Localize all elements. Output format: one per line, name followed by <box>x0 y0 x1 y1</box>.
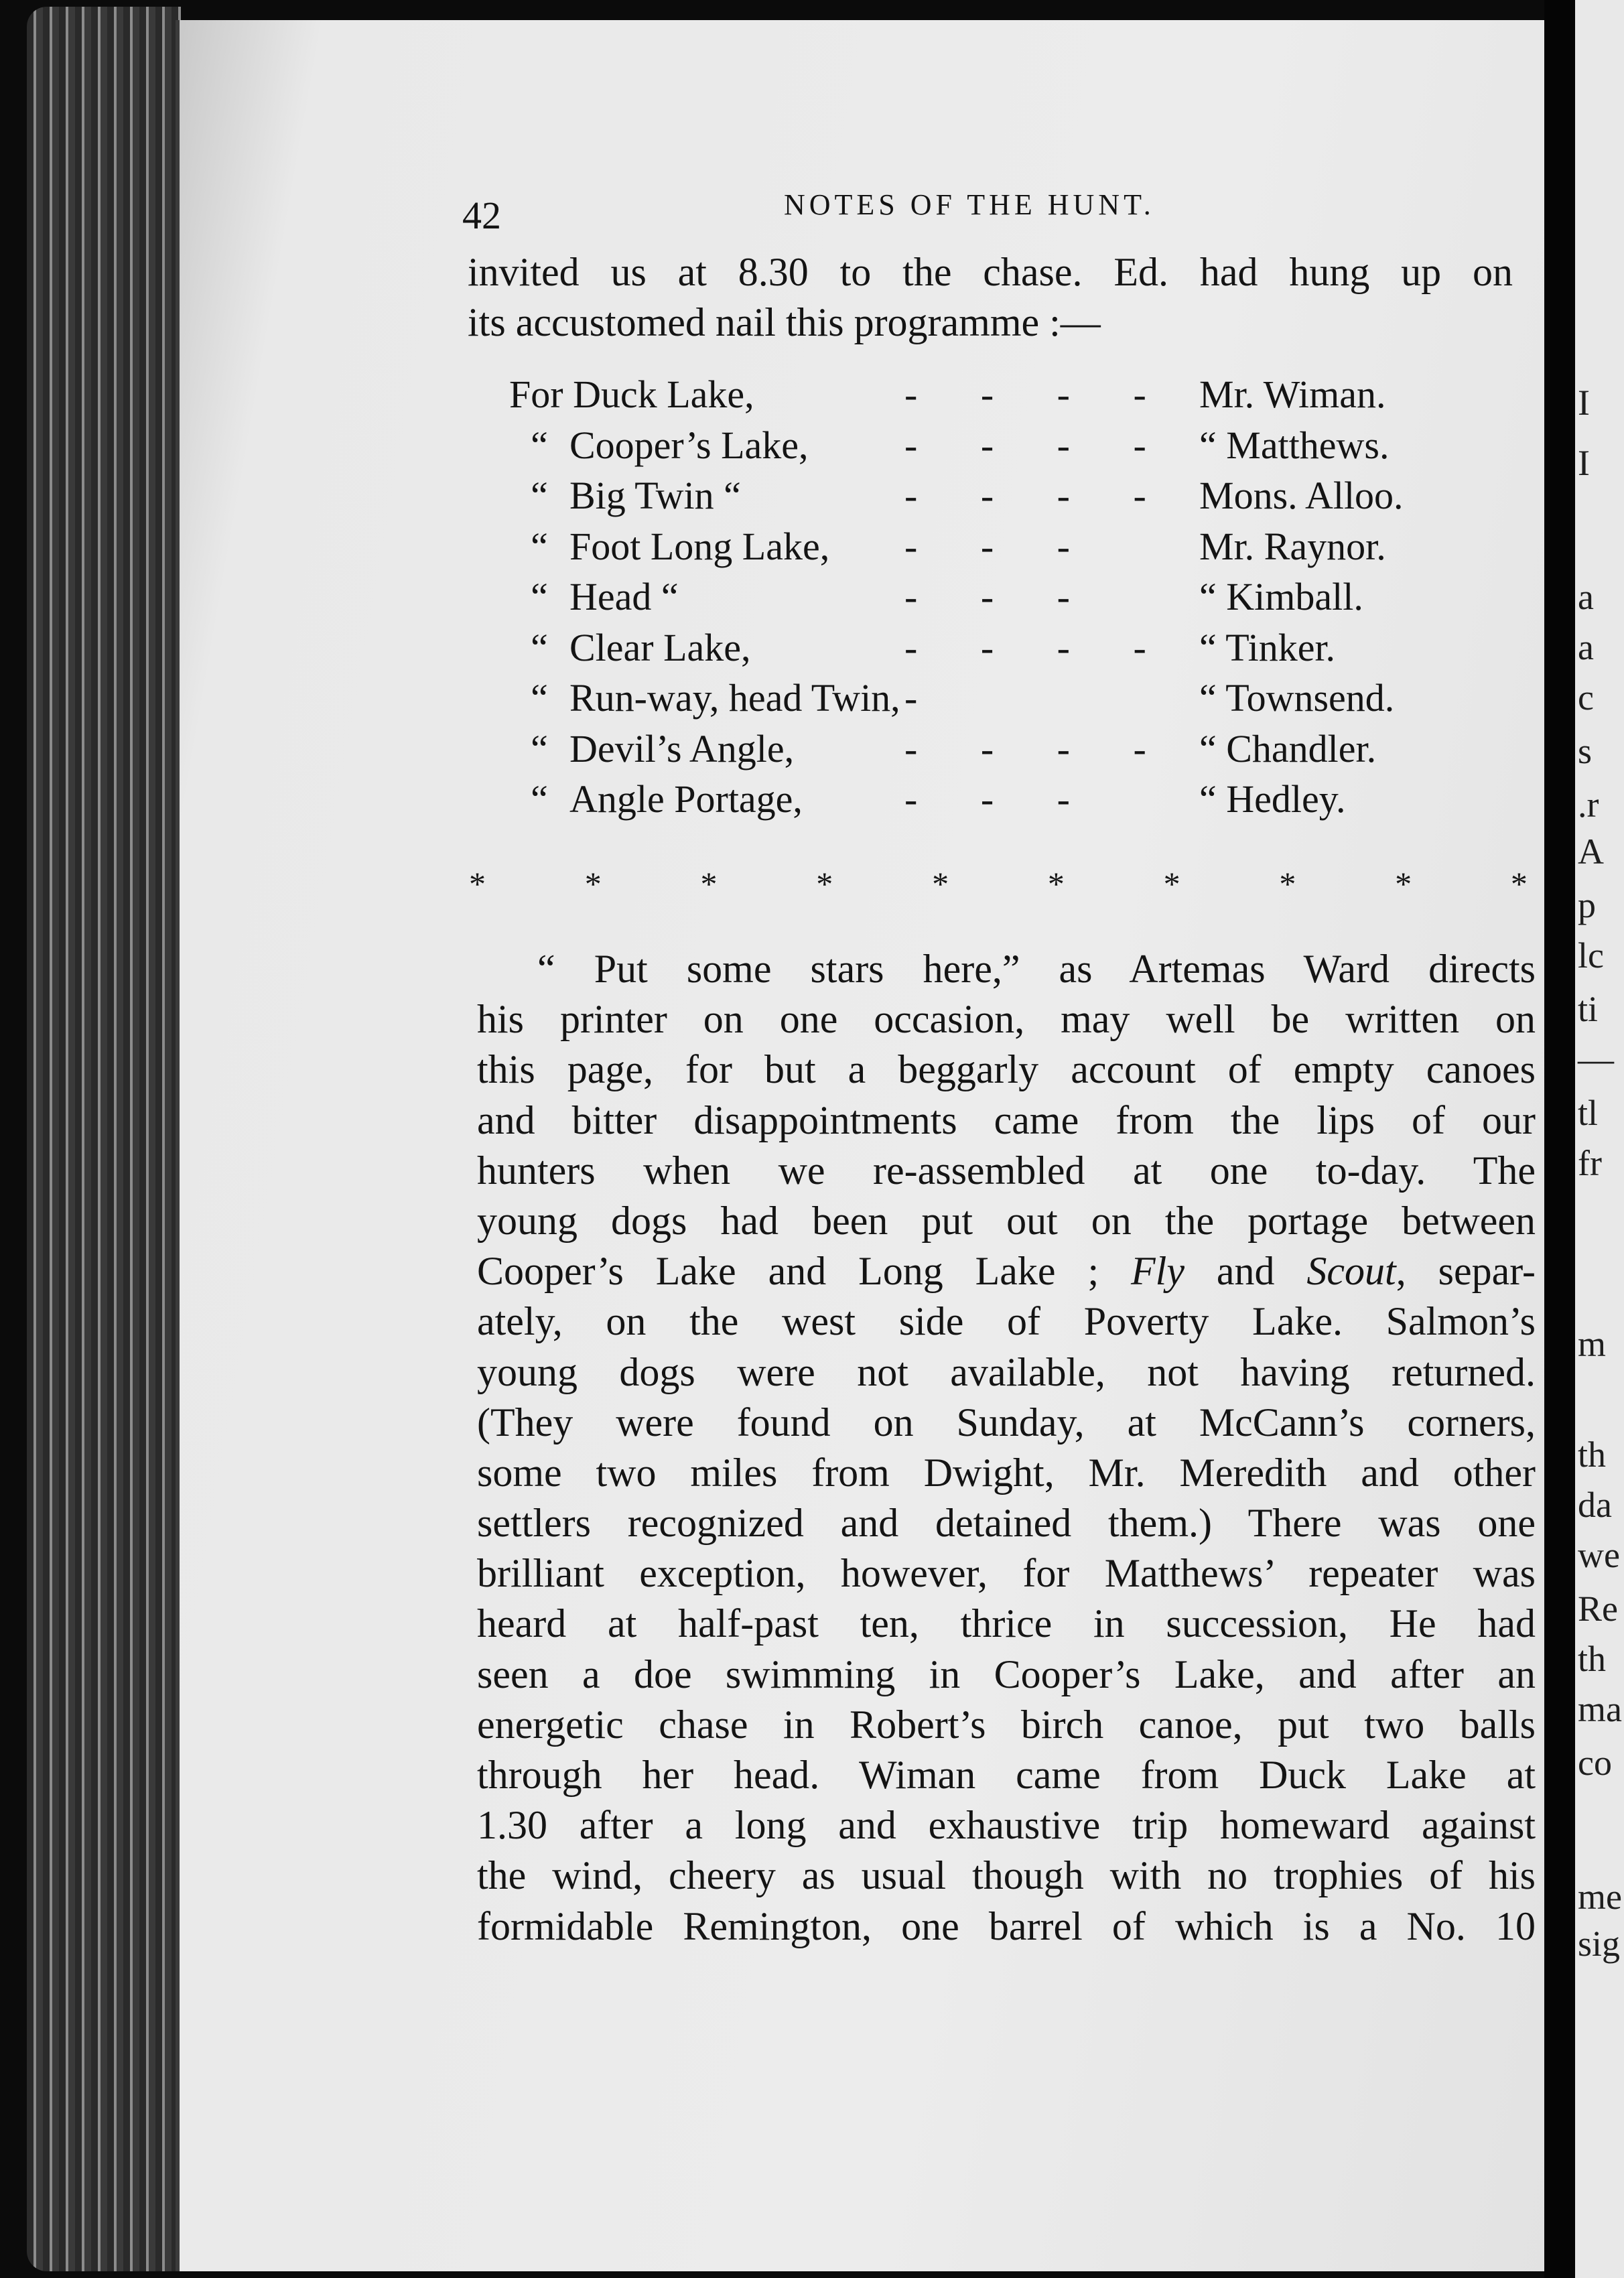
running-head: NOTES OF THE HUNT. <box>784 188 1155 221</box>
text-line: brilliant exception, however, for Matthews’ repeater was <box>477 1551 1536 1596</box>
programme-prefix: “ <box>531 625 548 669</box>
programme-leader-dashes: - - - <box>904 575 1097 618</box>
programme-place-name: Foot Long Lake, <box>569 524 830 568</box>
programme-row <box>509 473 1487 524</box>
book-page-edges <box>27 7 181 2271</box>
facing-page-text-fragment: — <box>1578 1039 1614 1079</box>
programme-prefix: “ <box>531 726 548 770</box>
programme-place <box>509 726 794 771</box>
page-header <box>462 188 1534 241</box>
text-line: “ Put some stars here,” as Artemas Ward directs <box>537 947 1536 991</box>
programme-row <box>509 372 1487 423</box>
programme-hunter-name: “ Kimball. <box>1199 575 1363 618</box>
programme-prefix: For <box>509 373 563 416</box>
star-glyph: * <box>469 865 486 902</box>
text-line: 1.30 after a long and exhaustive trip homeward against <box>477 1803 1536 1848</box>
programme-row <box>509 524 1487 575</box>
facing-page-text-fragment: I <box>1578 383 1590 423</box>
programme-row <box>509 726 1487 777</box>
text-line: hunters when we re-assembled at one to-day. The <box>477 1148 1536 1193</box>
programme-place <box>509 625 751 670</box>
programme-prefix: “ <box>531 524 548 568</box>
programme-place <box>509 372 754 417</box>
facing-page-text-fragment: fr <box>1578 1143 1602 1183</box>
programme-hunter-name: Mr. Raynor. <box>1199 524 1386 568</box>
programme-hunter-name: “ Tinker. <box>1199 625 1336 669</box>
programme-row <box>509 574 1487 625</box>
facing-page-text-fragment: th <box>1578 1434 1607 1475</box>
text-line: young dogs had been put out on the portage between <box>477 1198 1536 1243</box>
programme-place-name: Angle Portage, <box>569 777 803 821</box>
programme-hunter-name: “ Townsend. <box>1199 676 1395 720</box>
facing-page-text-fragment: a <box>1578 577 1594 617</box>
star-glyph: * <box>1047 865 1065 902</box>
body-paragraph <box>477 945 1536 1952</box>
star-glyph: * <box>932 865 949 902</box>
dog-name: Fly <box>1131 1249 1185 1294</box>
programme-row <box>509 423 1487 474</box>
dog-name: Scout <box>1306 1249 1396 1294</box>
programme-hunter-name: “ Matthews. <box>1199 423 1390 467</box>
text-line: his printer on one occasion, may well be written on <box>477 997 1536 1042</box>
programme-hunter-name: Mons. Alloo. <box>1199 474 1404 517</box>
programme-place-name: Head “ <box>569 575 679 618</box>
text-line: the wind, cheery as usual though with no trophies of his <box>477 1853 1536 1898</box>
programme-place-name: Big Twin “ <box>569 474 741 517</box>
text-line: formidable Remington, one barrel of which is a No. 10 <box>477 1903 1536 1948</box>
facing-page-fragment <box>1575 0 1624 2278</box>
book-gutter <box>1544 0 1575 2278</box>
star-glyph: * <box>584 865 602 902</box>
facing-page-text-fragment: c <box>1578 677 1594 718</box>
facing-page-text-fragment: Re <box>1578 1589 1618 1629</box>
programme-place-name: Run-way, head Twin, <box>569 676 900 720</box>
star-glyph: * <box>816 865 833 902</box>
programme-leader-dashes: - <box>904 676 945 720</box>
programme-place-name: Cooper’s Lake, <box>569 423 809 467</box>
programme-hunter-name: “ Hedley. <box>1199 777 1346 821</box>
programme-row <box>509 777 1487 827</box>
facing-page-text-fragment: ti <box>1578 989 1599 1029</box>
text-line: energetic chase in Robert’s birch canoe, put two balls <box>477 1702 1536 1747</box>
programme-leader-dashes: - - - <box>904 777 1097 821</box>
facing-page-text-fragment: m <box>1578 1324 1607 1364</box>
programme-hunter-name: “ Chandler. <box>1199 726 1377 770</box>
text-line: Cooper’s Lake and Long Lake ; Fly and Scout, separ- <box>477 1249 1536 1294</box>
facing-page-text-fragment: ma <box>1578 1689 1622 1729</box>
programme-place <box>509 675 900 720</box>
programme-prefix: “ <box>531 777 548 821</box>
programme-leader-dashes: - - - - <box>904 726 1173 770</box>
facing-page-text-fragment: A <box>1578 831 1604 872</box>
facing-page-text-fragment: tl <box>1578 1093 1599 1133</box>
programme-leader-dashes: - - - - <box>904 625 1173 669</box>
text-line: (They were found on Sunday, at McCann’s corners, <box>477 1400 1536 1445</box>
programme-place <box>509 574 679 619</box>
star-glyph: * <box>1279 865 1296 902</box>
star-glyph: * <box>700 865 718 902</box>
programme-prefix: “ <box>531 474 548 517</box>
facing-page-text-fragment: I <box>1578 443 1590 483</box>
facing-page-text-fragment: s <box>1578 731 1593 771</box>
programme-place-name: Clear Lake, <box>569 625 751 669</box>
programme-hunter-name: Mr. Wiman. <box>1199 373 1386 416</box>
facing-page-text-fragment: co <box>1578 1743 1612 1783</box>
text-line: invited us at 8.30 to the chase. Ed. had hung up on <box>468 250 1513 294</box>
programme-prefix: “ <box>531 575 548 618</box>
facing-page-text-fragment: th <box>1578 1639 1607 1679</box>
text-line: its accustomed nail this programme :— <box>468 300 1101 344</box>
text-line: ately, on the west side of Poverty Lake. Salmon’s <box>477 1299 1536 1344</box>
star-glyph: * <box>1395 865 1412 902</box>
page-number: 42 <box>462 194 501 237</box>
text-line: this page, for but a beggarly account of empty canoes <box>477 1047 1536 1092</box>
facing-page-text-fragment: da <box>1578 1485 1612 1525</box>
intro-paragraph <box>468 248 1513 348</box>
programme-leader-dashes: - - - - <box>904 373 1173 416</box>
text-line: young dogs were not available, not having returned. <box>477 1349 1536 1394</box>
programme-place <box>509 524 829 569</box>
text-line: settlers recognized and detained them.) There was one <box>477 1501 1536 1546</box>
programme-leader-dashes: - - - - <box>904 423 1173 467</box>
facing-page-text-fragment: p <box>1578 885 1596 925</box>
programme-leader-dashes: - - - - <box>904 474 1173 517</box>
programme-row <box>509 625 1487 676</box>
text-line: some two miles from Dwight, Mr. Meredith and other <box>477 1450 1536 1495</box>
programme-leader-dashes: - - - <box>904 524 1097 568</box>
facing-page-text-fragment: we <box>1578 1535 1620 1575</box>
text-line: through her head. Wiman came from Duck Lake at <box>477 1753 1536 1797</box>
text-line: heard at half-past ten, thrice in succession, He had <box>477 1601 1536 1646</box>
programme-place <box>509 777 803 821</box>
star-glyph: * <box>1510 865 1528 902</box>
programme-place-name: Duck Lake, <box>563 373 754 416</box>
programme-place-name: Devil’s Angle, <box>569 726 795 770</box>
programme-row <box>509 675 1487 726</box>
facing-page-text-fragment: .r <box>1578 785 1599 825</box>
text-line: and bitter disappointments came from the lips of our <box>477 1097 1536 1142</box>
facing-page-text-fragment: sig <box>1578 1924 1621 1964</box>
programme-prefix: “ <box>531 676 548 720</box>
facing-page-text-fragment: me <box>1578 1877 1622 1917</box>
programme-place <box>509 473 741 518</box>
text-line: seen a doe swimming in Cooper’s Lake, and after an <box>477 1652 1536 1696</box>
section-break-stars <box>469 864 1528 903</box>
programme-list <box>509 372 1487 827</box>
star-glyph: * <box>1163 865 1180 902</box>
programme-place <box>509 423 809 468</box>
programme-prefix: “ <box>531 423 548 467</box>
facing-page-text-fragment: lc <box>1578 935 1604 976</box>
facing-page-text-fragment: a <box>1578 627 1594 667</box>
